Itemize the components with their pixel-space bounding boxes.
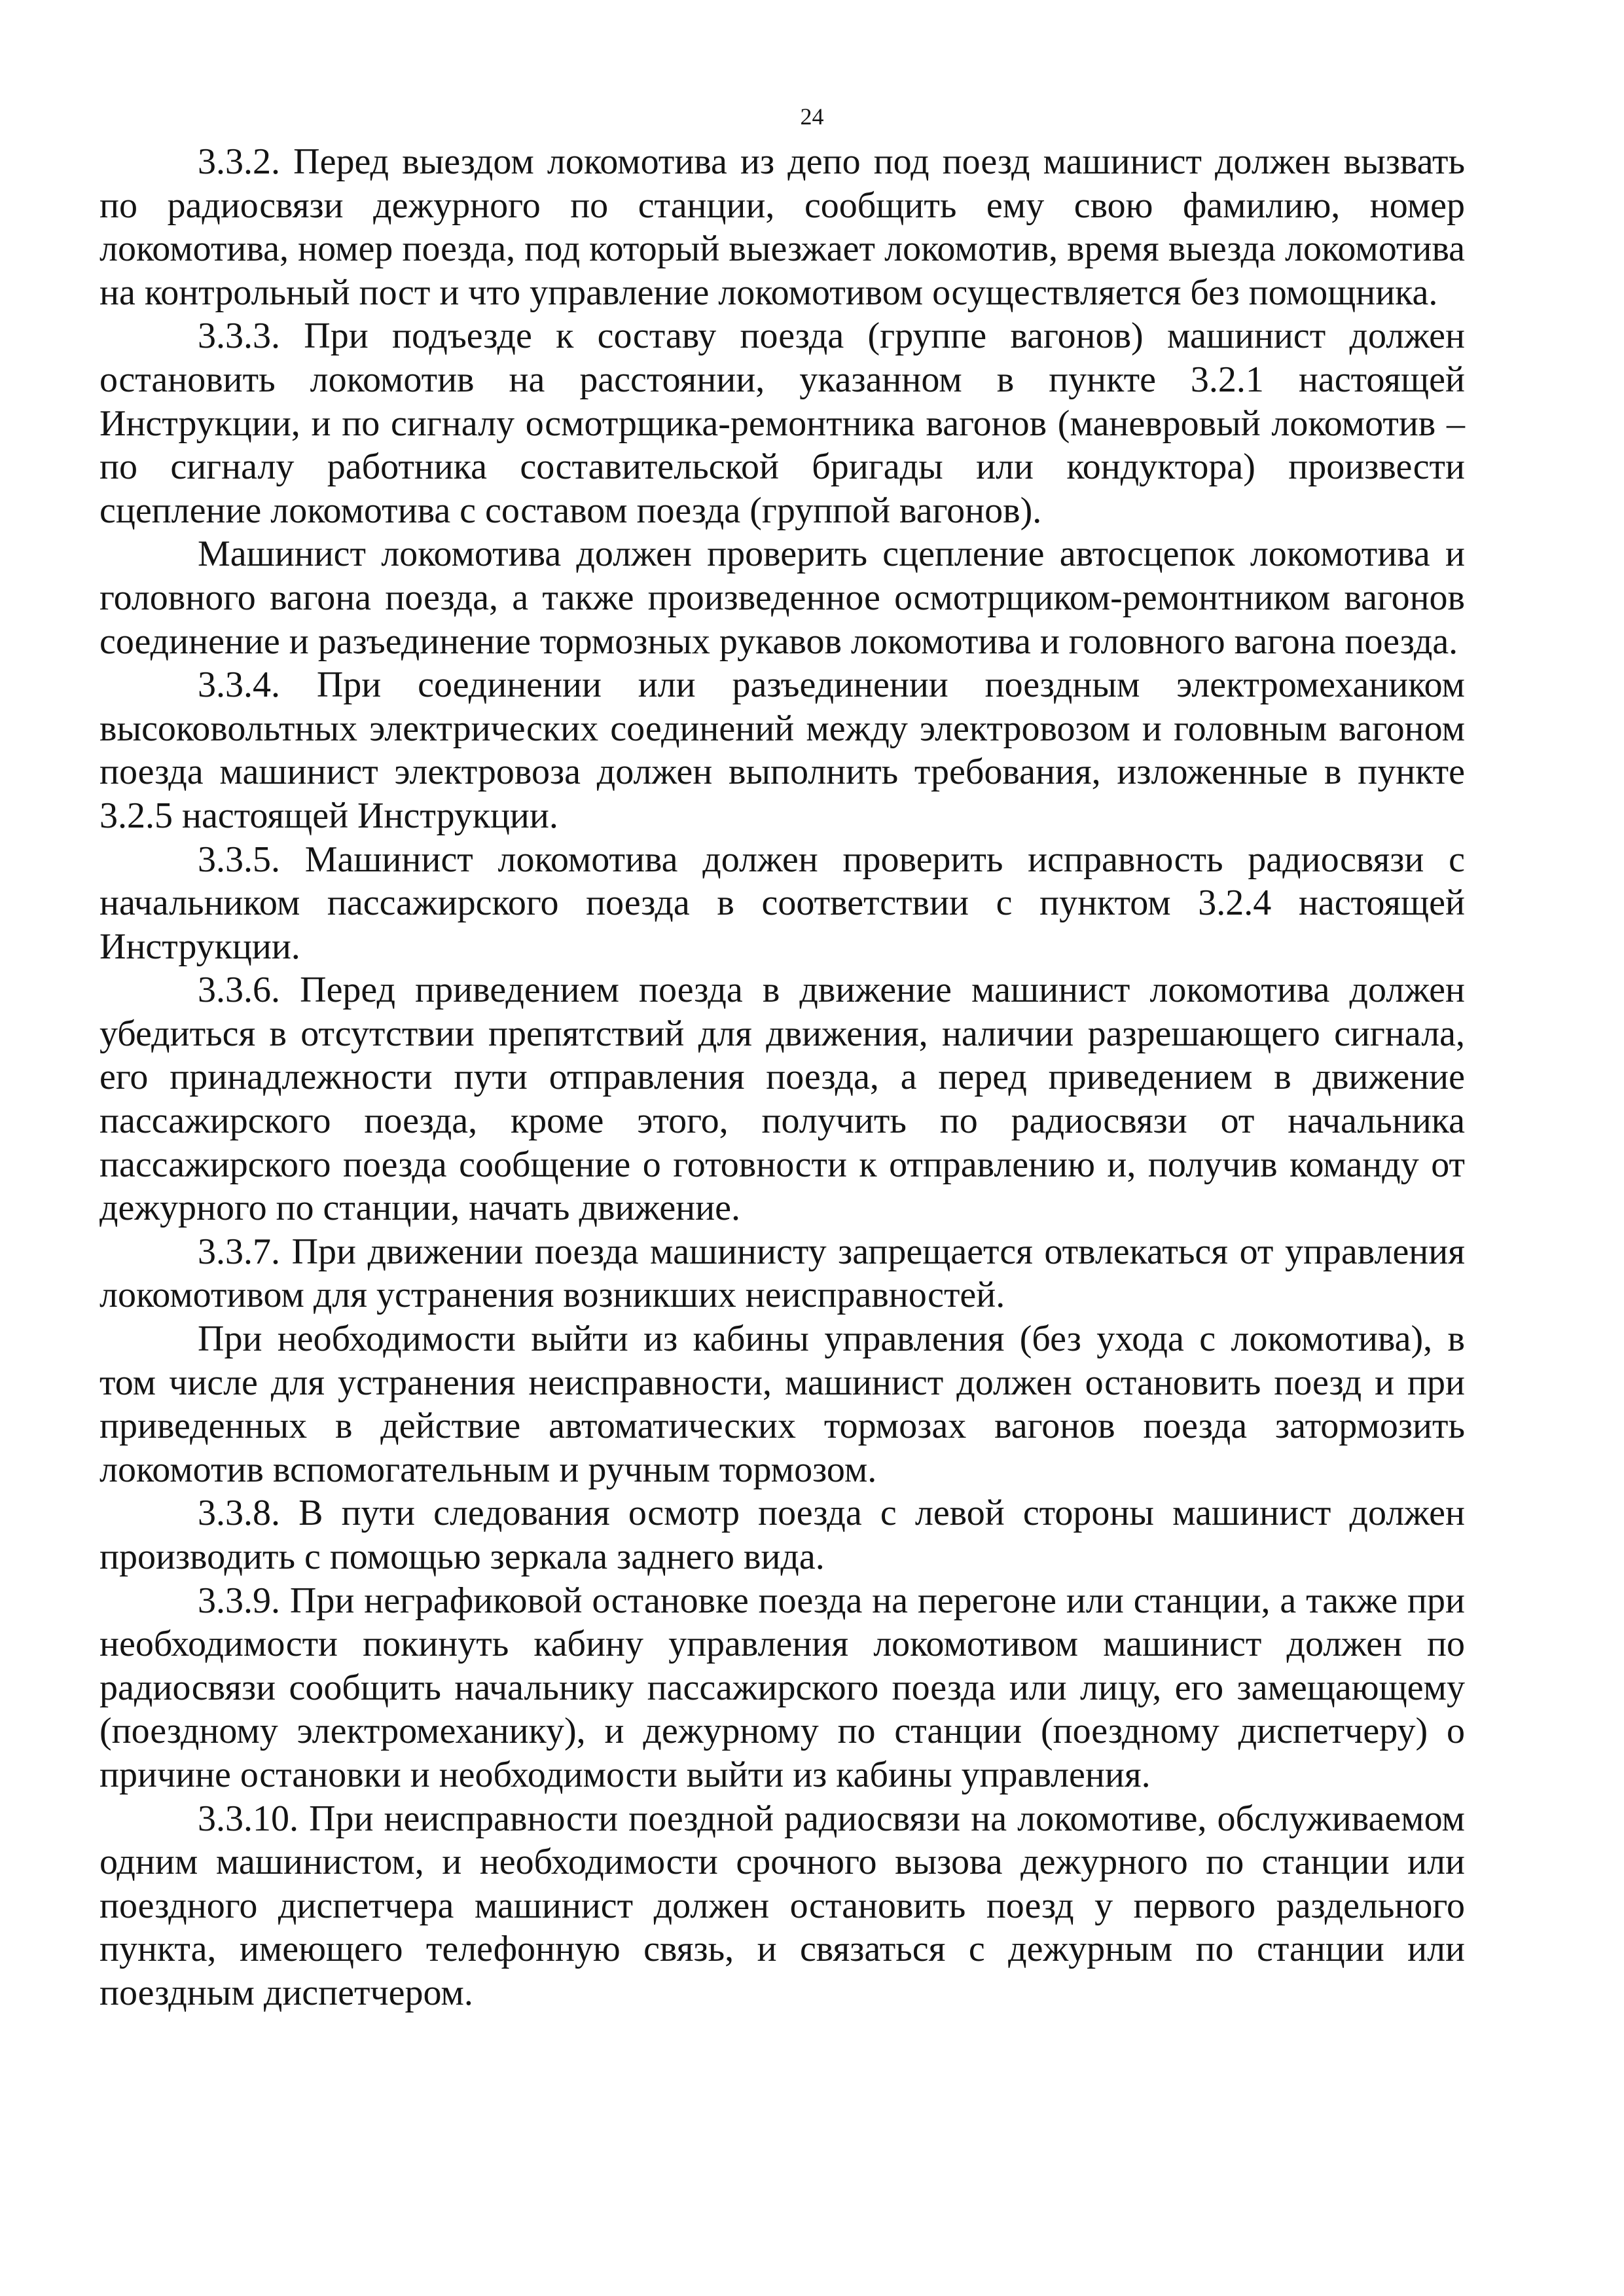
paragraph-3-3-7: 3.3.7. При движении поезда машинисту запрещается отвлекаться от управления локомотивом для устранения возникших неисправностей. [99, 1231, 1465, 1316]
paragraph-3-3-9: 3.3.9. При неграфиковой остановке поезда на перегоне или станции, а также при необходимости покинуть кабину управления локомотивом машинист должен по радиосвязи сообщить начальнику пассажирского поезда или лицу, его замещающему (поездному электромеханику), и дежурному по станции (поездному диспетчеру) о причине остановки и необходимости выйти из кабины управления. [99, 1580, 1465, 1795]
paragraph-3-3-5: 3.3.5. Машинист локомотива должен проверить исправность радиосвязи с начальником пассажирского поезда в соответствии с пунктом 3.2.4 настоящей Инструкции. [99, 839, 1465, 967]
page-number: 24 [800, 103, 824, 130]
paragraph-leaving-cab: При необходимости выйти из кабины управления (без ухода с локомотива), в том числе для устранения неисправности, машинист должен остановить поезд и при приведенных в действие автоматических тормозах вагонов поезда затормозить локомотив вспомогательным и ручным тормозом. [99, 1319, 1465, 1490]
paragraph-3-3-8: 3.3.8. В пути следования осмотр поезда с левой стороны машинист должен производить с помощью зеркала заднего вида. [99, 1493, 1465, 1577]
paragraph-3-3-3: 3.3.3. При подъезде к составу поезда (группе вагонов) машинист должен остановить локомотив на расстоянии, указанном в пункте 3.2.1 настоящей Инструкции, и по сигналу осмотрщика-ремонтника вагонов (маневровый локомотив – по сигналу работника составительской бригады или кондуктора) произвести сцепление локомотива с составом поезда (группой вагонов). [99, 316, 1465, 531]
paragraph-3-3-6: 3.3.6. Перед приведением поезда в движение машинист локомотива должен убедиться в отсутствии препятствий для движения, наличии разрешающего сигнала, его принадлежности пути отправления поезда, а перед приведением в движение пассажирского поезда, кроме этого, получить по радиосвязи от начальника пассажирского поезда сообщение о готовности к отправлению и, получив команду от дежурного по станции, начать движение. [99, 970, 1465, 1229]
paragraph-3-3-2: 3.3.2. Перед выездом локомотива из депо под поезд машинист должен вызвать по радиосвязи дежурного по станции, сообщить ему свою фамилию, номер локомотива, номер поезда, под который выезжает локомотив, время выезда локомотива на контрольный пост и что управление локомотивом осуществляется без помощника. [99, 141, 1465, 313]
paragraph-coupling-check: Машинист локомотива должен проверить сцепление автосцепок локомотива и головного вагона поезда, а также произведенное осмотрщиком-ремонтником вагонов соединение и разъединение тормозных рукавов локомотива и головного вагона поезда. [99, 534, 1465, 662]
paragraph-3-3-4: 3.3.4. При соединении или разъединении поездным электромехаником высоковольтных электрических соединений между электровозом и головным вагоном поезда машинист электровоза должен выполнить требования, изложенные в пункте 3.2.5 настоящей Инструкции. [99, 665, 1465, 836]
document-body [99, 140, 1465, 2015]
paragraph-3-3-10: 3.3.10. При неисправности поездной радиосвязи на локомотиве, обслуживаемом одним машинистом, и необходимости срочного вызова дежурного по станции или поездного диспетчера машинист должен остановить поезд у первого раздельного пункта, имеющего телефонную связь, и связаться с дежурным по станции или поездным диспетчером. [99, 1798, 1465, 2013]
